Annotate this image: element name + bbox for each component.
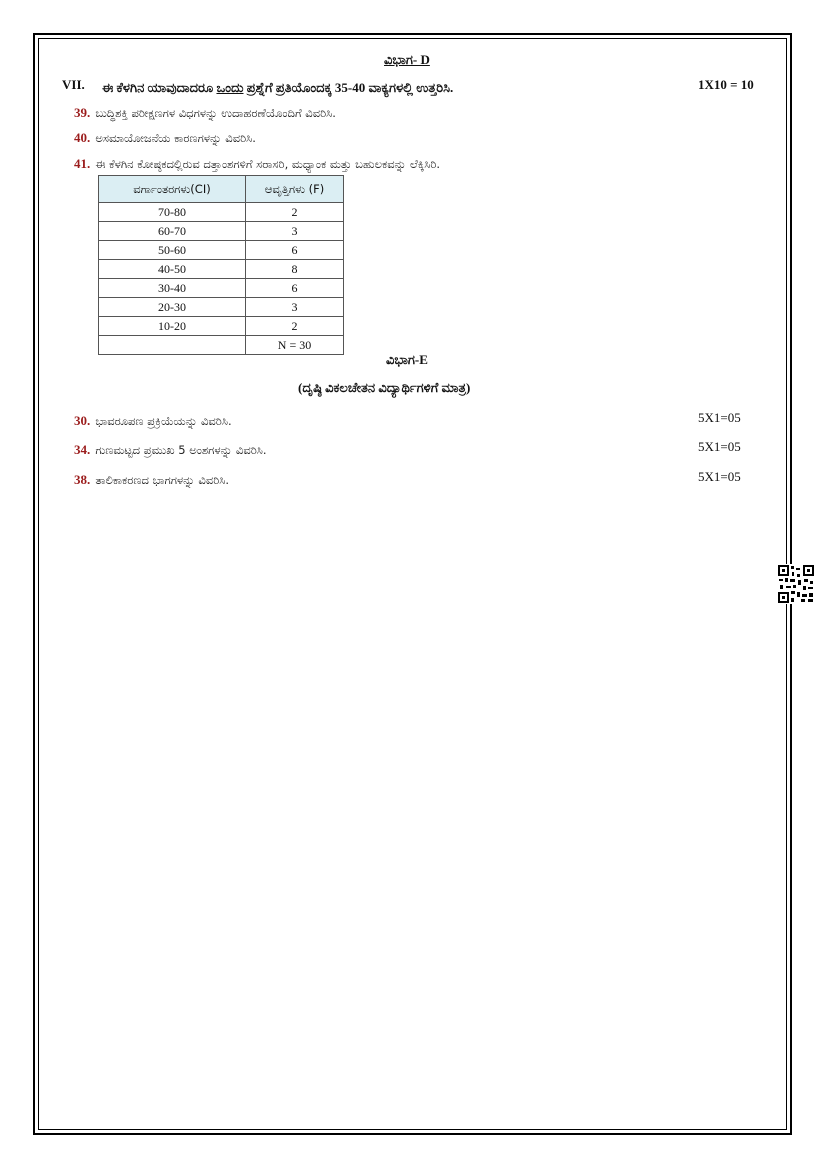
question-text: ಬುದ್ಧಿಶಕ್ತಿ ಪರೀಕ್ಷಣಗಳ ವಿಧಗಳನ್ನು ಉದಾಹರಣೆಯೊಂದಿಗೆ ವಿವರಿಸಿ. bbox=[95, 106, 336, 120]
section-roman-numeral: VII. bbox=[62, 77, 85, 92]
frequency-cell: 3 bbox=[246, 298, 344, 317]
frequency-cell: 2 bbox=[246, 203, 344, 222]
question-41 bbox=[74, 153, 440, 172]
question-text: ಭಾವರೂಪಣ ಪ್ರಕ್ರಿಯೆಯನ್ನು ವಿವರಿಸಿ. bbox=[95, 414, 232, 428]
question-marks: 5X1=05 bbox=[698, 469, 741, 484]
frequency-cell: 3 bbox=[246, 222, 344, 241]
total-cell: N = 30 bbox=[246, 336, 344, 355]
question-number: 34. bbox=[74, 442, 91, 457]
table-row bbox=[99, 279, 344, 298]
question-text: ಅಸಮಾಯೋಜನೆಯ ಕಾರಣಗಳನ್ನು ವಿವರಿಸಿ. bbox=[95, 131, 256, 145]
table-row bbox=[99, 298, 344, 317]
class-interval-cell: 10-20 bbox=[99, 317, 246, 336]
section-e-title: ವಿಭಾಗ-E bbox=[386, 352, 428, 367]
table-row bbox=[99, 260, 344, 279]
section-d-title: ವಿಭಾಗ- D bbox=[384, 52, 430, 67]
section-e-subtitle: (ದೃಷ್ಠಿ ವಿಕಲಚೇತನ ವಿದ್ಯಾರ್ಥಿಗಳಿಗೆ ಮಾತ್ರ) bbox=[298, 380, 471, 395]
class-interval-cell: 40-50 bbox=[99, 260, 246, 279]
question-30 bbox=[74, 410, 232, 429]
table-header-frequency: ಆವೃತ್ತಿಗಳು (F) bbox=[246, 176, 344, 203]
class-interval-cell: 70-80 bbox=[99, 203, 246, 222]
table-header-class-interval: ವರ್ಗಾಂತರಗಳು(CI) bbox=[99, 176, 246, 203]
qr-code-icon bbox=[777, 564, 815, 604]
table-row bbox=[99, 317, 344, 336]
question-number: 30. bbox=[74, 413, 91, 428]
table-row bbox=[99, 222, 344, 241]
question-text: ತಾಲಿಕಾಕರಣದ ಭಾಗಗಳನ್ನು ವಿವರಿಸಿ. bbox=[95, 473, 230, 487]
table-row bbox=[99, 203, 344, 222]
empty-cell bbox=[99, 336, 246, 355]
frequency-cell: 2 bbox=[246, 317, 344, 336]
instruction-post: ಪ್ರಶ್ನೆಗೆ ಪ್ರತಿಯೊಂದಕ್ಕ 35-40 ವಾಕ್ಯಗಳಲ್ಲಿ ಉತ್ತರಿಸಿ. bbox=[243, 80, 454, 95]
table-row bbox=[99, 241, 344, 260]
question-marks: 5X1=05 bbox=[698, 439, 741, 454]
question-number: 39. bbox=[74, 105, 91, 120]
instruction-pre: ಈ ಕೆಳಗಿನ ಯಾವುದಾದರೂ bbox=[102, 80, 217, 95]
class-interval-cell: 50-60 bbox=[99, 241, 246, 260]
frequency-table bbox=[98, 175, 344, 355]
question-38 bbox=[74, 469, 229, 488]
question-number: 38. bbox=[74, 472, 91, 487]
question-text: ಗುಣಮಟ್ಟದ ಪ್ರಮುಖ 5 ಅಂಶಗಳನ್ನು ವಿವರಿಸಿ. bbox=[95, 443, 267, 457]
class-interval-cell: 60-70 bbox=[99, 222, 246, 241]
frequency-cell: 6 bbox=[246, 279, 344, 298]
frequency-cell: 8 bbox=[246, 260, 344, 279]
question-number: 41. bbox=[74, 156, 91, 171]
instruction-underlined: ಒಂದು bbox=[216, 80, 244, 95]
table-total-row bbox=[99, 336, 344, 355]
question-text: ಈ ಕೆಳಗಿನ ಕೋಷ್ಠಕದಲ್ಲಿರುವ ದತ್ತಾಂಶಗಳಿಗೆ ಸರಾಸರಿ, ಮಧ್ಯಾಂಕ ಮತ್ತು ಬಹುಲಕವನ್ನು ಲೆಕ್ಕಿಸಿರಿ. bbox=[95, 157, 441, 171]
frequency-cell: 6 bbox=[246, 241, 344, 260]
question-marks: 5X1=05 bbox=[698, 410, 741, 425]
section-d-marks: 1X10 = 10 bbox=[698, 77, 754, 92]
question-40 bbox=[74, 127, 256, 146]
question-34 bbox=[74, 439, 267, 458]
section-d-instruction bbox=[102, 77, 453, 96]
question-number: 40. bbox=[74, 130, 91, 145]
question-39 bbox=[74, 102, 336, 121]
class-interval-cell: 30-40 bbox=[99, 279, 246, 298]
class-interval-cell: 20-30 bbox=[99, 298, 246, 317]
table-header-row bbox=[99, 176, 344, 203]
